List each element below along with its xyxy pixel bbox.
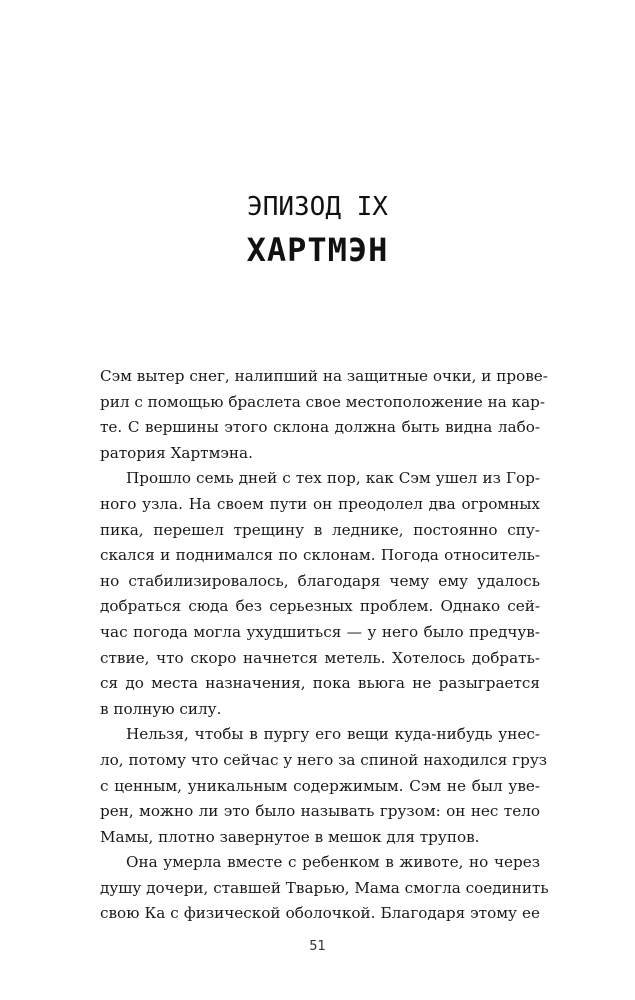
body-text xyxy=(100,364,549,927)
chapter-title: ХАРТМЭН xyxy=(246,231,389,269)
text-line: душу дочери, ставшей Тварью, Мама смогла соединить xyxy=(100,878,549,897)
text-line: скался и поднимался по склонам. Погода относитель- xyxy=(100,546,540,565)
text-line: добраться сюда без серьезных проблем. Однако сей- xyxy=(100,597,540,616)
text-line: ствие, что скоро начнется метель. Хотелось добрать- xyxy=(100,648,540,667)
text-line: те. С вершины этого склона должна быть видна лабо- xyxy=(100,418,540,437)
text-line: час погода могла ухудшиться — у него было предчув- xyxy=(100,622,540,641)
paragraph xyxy=(100,850,549,927)
page-number: 51 xyxy=(309,939,326,954)
text-line: рен, можно ли это было называть грузом: он нес тело xyxy=(100,802,540,821)
paragraph xyxy=(100,466,540,722)
text-line: но стабилизировалось, благодаря чему ему удалось xyxy=(100,571,540,590)
text-line: Нельзя, чтобы в пургу его вещи куда-нибудь унес- xyxy=(126,725,540,744)
text-line: ло, потому что сейчас у него за спиной находился груз xyxy=(100,750,548,769)
text-line: с ценным, уникальным содержимым. Сэм не был уве- xyxy=(100,776,540,795)
paragraph xyxy=(100,364,548,466)
text-line: свою Ка с физической оболочкой. Благодаря этому ее xyxy=(100,904,540,923)
text-line: пика, перешел трещину в леднике, постоянно спу- xyxy=(100,520,540,539)
text-line: рил с помощью браслета свое местоположение на кар- xyxy=(100,392,546,411)
text-line: ся до места назначения, пока вьюга не разыграется xyxy=(100,674,540,693)
text-line: ного узла. На своем пути он преодолел два огромных xyxy=(100,494,540,513)
text-line: Она умерла вместе с ребенком в животе, но через xyxy=(126,853,540,872)
text-line: Мамы, плотно завернутое в мешок для трупов. xyxy=(100,827,480,846)
text-line: Сэм вытер снег, налипший на защитные очки, и прове- xyxy=(100,367,548,385)
text-line: в полную силу. xyxy=(100,699,222,718)
episode-label: ЭПИЗОД IX xyxy=(247,192,388,222)
text-line: Прошло семь дней с тех пор, как Сэм ушел из Гор- xyxy=(126,469,540,488)
paragraph xyxy=(100,722,548,850)
text-line: ратория Хартмэна. xyxy=(100,443,253,462)
